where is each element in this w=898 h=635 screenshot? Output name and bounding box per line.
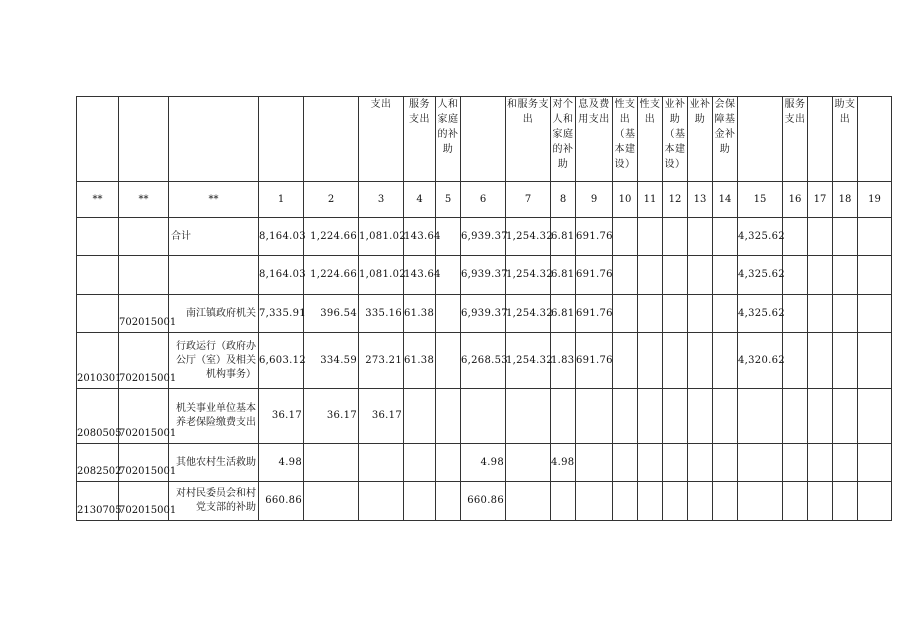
amount-cell: 6.81 <box>551 218 576 256</box>
function-code-cell: 2082502 <box>77 444 119 482</box>
amount-cell <box>304 444 359 482</box>
amount-cell: 1,254.32 <box>506 295 551 333</box>
function-code-cell: 2010301 <box>77 333 119 389</box>
amount-cell <box>808 444 833 482</box>
header-cell <box>169 97 259 182</box>
amount-cell: 6,268.53 <box>461 333 506 389</box>
amount-cell <box>808 389 833 444</box>
header-cell <box>808 97 833 182</box>
amount-cell <box>359 482 404 521</box>
amount-cell <box>638 256 663 295</box>
column-index-cell: 18 <box>833 182 858 218</box>
amount-cell <box>738 389 783 444</box>
amount-cell <box>663 482 688 521</box>
amount-cell <box>783 218 808 256</box>
amount-cell: 6,939.37 <box>461 218 506 256</box>
amount-cell <box>613 444 638 482</box>
amount-cell <box>638 295 663 333</box>
amount-cell: 273.21 <box>359 333 404 389</box>
amount-cell <box>783 389 808 444</box>
amount-cell: 1,254.32 <box>506 256 551 295</box>
amount-cell <box>613 295 638 333</box>
table-row <box>77 218 892 256</box>
amount-cell: 4,325.62 <box>738 218 783 256</box>
amount-cell <box>713 389 738 444</box>
amount-cell: 7,335.91 <box>259 295 304 333</box>
amount-cell: 1,081.02 <box>359 256 404 295</box>
amount-cell: 61.38 <box>404 333 436 389</box>
header-cell: 会保障基金补助 <box>713 97 738 182</box>
item-name-cell: 对村民委员会和村党支部的补助 <box>169 482 259 521</box>
amount-cell <box>808 218 833 256</box>
unit-code-cell <box>119 256 169 295</box>
amount-cell: 36.17 <box>304 389 359 444</box>
column-index-cell: 2 <box>304 182 359 218</box>
amount-cell: 1,254.32 <box>506 333 551 389</box>
column-index-cell: 6 <box>461 182 506 218</box>
amount-cell <box>858 389 892 444</box>
header-cell: 助支出 <box>833 97 858 182</box>
amount-cell: 334.59 <box>304 333 359 389</box>
column-index-cell: 7 <box>506 182 551 218</box>
amount-cell <box>688 333 713 389</box>
amount-cell <box>688 389 713 444</box>
amount-cell: 36.17 <box>359 389 404 444</box>
column-index-cell: 3 <box>359 182 404 218</box>
amount-cell: 8,164.03 <box>259 218 304 256</box>
column-index-cell: 4 <box>404 182 436 218</box>
amount-cell <box>638 389 663 444</box>
function-code-cell <box>77 295 119 333</box>
amount-cell <box>713 444 738 482</box>
header-cell <box>259 97 304 182</box>
amount-cell: 6.81 <box>551 295 576 333</box>
amount-cell <box>576 444 613 482</box>
amount-cell <box>436 333 461 389</box>
column-index-cell: 19 <box>858 182 892 218</box>
amount-cell <box>506 444 551 482</box>
amount-cell: 1.83 <box>551 333 576 389</box>
header-cell <box>77 97 119 182</box>
unit-code-cell: 702015001 <box>119 482 169 521</box>
amount-cell: 6,939.37 <box>461 295 506 333</box>
header-cell: 服务支出 <box>404 97 436 182</box>
amount-cell <box>858 256 892 295</box>
amount-cell: 1,224.66 <box>304 218 359 256</box>
table-row <box>77 389 892 444</box>
unit-code-cell: 702015001 <box>119 333 169 389</box>
amount-cell <box>304 482 359 521</box>
amount-cell <box>688 482 713 521</box>
amount-cell <box>461 389 506 444</box>
column-index-cell: 14 <box>713 182 738 218</box>
header-cell <box>119 97 169 182</box>
amount-cell: 36.17 <box>259 389 304 444</box>
header-cell: 性支出（基本建设） <box>613 97 638 182</box>
column-index-cell: 1 <box>259 182 304 218</box>
item-name-cell <box>169 256 259 295</box>
header-cell: 支出 <box>359 97 404 182</box>
amount-cell <box>688 444 713 482</box>
amount-cell: 691.76 <box>576 218 613 256</box>
amount-cell: 691.76 <box>576 295 613 333</box>
header-cell <box>738 97 783 182</box>
amount-cell <box>688 256 713 295</box>
amount-cell <box>359 444 404 482</box>
amount-cell <box>436 482 461 521</box>
amount-cell <box>858 333 892 389</box>
amount-cell <box>436 295 461 333</box>
amount-cell <box>404 482 436 521</box>
amount-cell <box>506 389 551 444</box>
amount-cell: 8,164.03 <box>259 256 304 295</box>
amount-cell <box>738 444 783 482</box>
amount-cell <box>833 389 858 444</box>
amount-cell <box>551 482 576 521</box>
header-row <box>77 97 892 182</box>
amount-cell <box>713 482 738 521</box>
amount-cell <box>576 389 613 444</box>
amount-cell <box>436 444 461 482</box>
amount-cell <box>833 218 858 256</box>
table-row <box>77 333 892 389</box>
amount-cell <box>663 333 688 389</box>
column-index-cell: 16 <box>783 182 808 218</box>
amount-cell <box>638 444 663 482</box>
amount-cell <box>833 444 858 482</box>
amount-cell: 4.98 <box>461 444 506 482</box>
column-index-cell: 8 <box>551 182 576 218</box>
header-cell: 和服务支出 <box>506 97 551 182</box>
item-name-cell: 行政运行（政府办公厅（室）及相关机构事务） <box>169 333 259 389</box>
column-index-cell: ** <box>119 182 169 218</box>
amount-cell <box>858 295 892 333</box>
table-row <box>77 295 892 333</box>
amount-cell: 6,939.37 <box>461 256 506 295</box>
function-code-cell <box>77 218 119 256</box>
amount-cell <box>713 295 738 333</box>
table-row <box>77 256 892 295</box>
amount-cell: 4,325.62 <box>738 295 783 333</box>
column-index-row <box>77 182 892 218</box>
amount-cell <box>808 333 833 389</box>
item-name-cell: 合计 <box>169 218 259 256</box>
function-code-cell: 2080505 <box>77 389 119 444</box>
column-index-cell: 17 <box>808 182 833 218</box>
amount-cell: 4.98 <box>551 444 576 482</box>
amount-cell <box>506 482 551 521</box>
amount-cell: 143.64 <box>404 218 436 256</box>
amount-cell <box>858 444 892 482</box>
amount-cell <box>638 482 663 521</box>
amount-cell <box>738 482 783 521</box>
amount-cell <box>833 295 858 333</box>
amount-cell <box>551 389 576 444</box>
amount-cell: 4,325.62 <box>738 256 783 295</box>
amount-cell <box>663 295 688 333</box>
amount-cell <box>638 333 663 389</box>
item-name-cell: 其他农村生活救助 <box>169 444 259 482</box>
header-cell: 业补助 <box>688 97 713 182</box>
amount-cell: 691.76 <box>576 333 613 389</box>
amount-cell <box>833 482 858 521</box>
amount-cell: 4.98 <box>259 444 304 482</box>
column-index-cell: ** <box>169 182 259 218</box>
function-code-cell <box>77 256 119 295</box>
column-index-cell: 10 <box>613 182 638 218</box>
column-index-cell: 15 <box>738 182 783 218</box>
amount-cell <box>404 444 436 482</box>
amount-cell <box>436 389 461 444</box>
amount-cell <box>688 218 713 256</box>
amount-cell: 4,320.62 <box>738 333 783 389</box>
column-index-cell: 9 <box>576 182 613 218</box>
column-index-cell: 5 <box>436 182 461 218</box>
header-cell: 人和家庭的补助 <box>436 97 461 182</box>
budget-expenditure-table <box>76 96 892 521</box>
amount-cell: 660.86 <box>259 482 304 521</box>
amount-cell: 660.86 <box>461 482 506 521</box>
amount-cell <box>833 333 858 389</box>
amount-cell <box>613 218 638 256</box>
table-row <box>77 444 892 482</box>
amount-cell <box>858 218 892 256</box>
column-index-cell: ** <box>77 182 119 218</box>
amount-cell <box>663 444 688 482</box>
amount-cell <box>638 218 663 256</box>
header-cell: 对个人和家庭的补助 <box>551 97 576 182</box>
header-cell <box>461 97 506 182</box>
amount-cell <box>404 389 436 444</box>
amount-cell <box>576 482 613 521</box>
amount-cell <box>808 295 833 333</box>
column-index-cell: 13 <box>688 182 713 218</box>
amount-cell: 6.81 <box>551 256 576 295</box>
amount-cell <box>783 256 808 295</box>
amount-cell <box>783 444 808 482</box>
header-cell: 性支出 <box>638 97 663 182</box>
amount-cell <box>808 482 833 521</box>
amount-cell <box>688 295 713 333</box>
amount-cell <box>808 256 833 295</box>
header-cell <box>304 97 359 182</box>
amount-cell: 335.16 <box>359 295 404 333</box>
amount-cell: 1,081.02 <box>359 218 404 256</box>
unit-code-cell: 702015001 <box>119 389 169 444</box>
unit-code-cell <box>119 218 169 256</box>
amount-cell <box>663 218 688 256</box>
header-cell <box>858 97 892 182</box>
amount-cell <box>613 333 638 389</box>
amount-cell <box>713 333 738 389</box>
amount-cell: 143.64 <box>404 256 436 295</box>
table-row <box>77 482 892 521</box>
unit-code-cell: 702015001 <box>119 444 169 482</box>
amount-cell <box>783 333 808 389</box>
amount-cell <box>663 256 688 295</box>
amount-cell: 1,254.32 <box>506 218 551 256</box>
header-cell: 服务支出 <box>783 97 808 182</box>
amount-cell <box>783 295 808 333</box>
amount-cell <box>783 482 808 521</box>
item-name-cell: 机关事业单位基本养老保险缴费支出 <box>169 389 259 444</box>
function-code-cell: 2130705 <box>77 482 119 521</box>
amount-cell <box>833 256 858 295</box>
amount-cell <box>613 389 638 444</box>
amount-cell: 396.54 <box>304 295 359 333</box>
amount-cell <box>713 218 738 256</box>
unit-code-cell: 702015001 <box>119 295 169 333</box>
amount-cell <box>663 389 688 444</box>
amount-cell: 691.76 <box>576 256 613 295</box>
header-cell: 业补助（基本建设） <box>663 97 688 182</box>
amount-cell: 61.38 <box>404 295 436 333</box>
amount-cell <box>858 482 892 521</box>
amount-cell: 1,224.66 <box>304 256 359 295</box>
column-index-cell: 12 <box>663 182 688 218</box>
amount-cell <box>613 482 638 521</box>
amount-cell: 6,603.12 <box>259 333 304 389</box>
amount-cell <box>713 256 738 295</box>
column-index-cell: 11 <box>638 182 663 218</box>
amount-cell <box>613 256 638 295</box>
item-name-cell: 南江镇政府机关 <box>169 295 259 333</box>
header-cell: 息及费用支出 <box>576 97 613 182</box>
